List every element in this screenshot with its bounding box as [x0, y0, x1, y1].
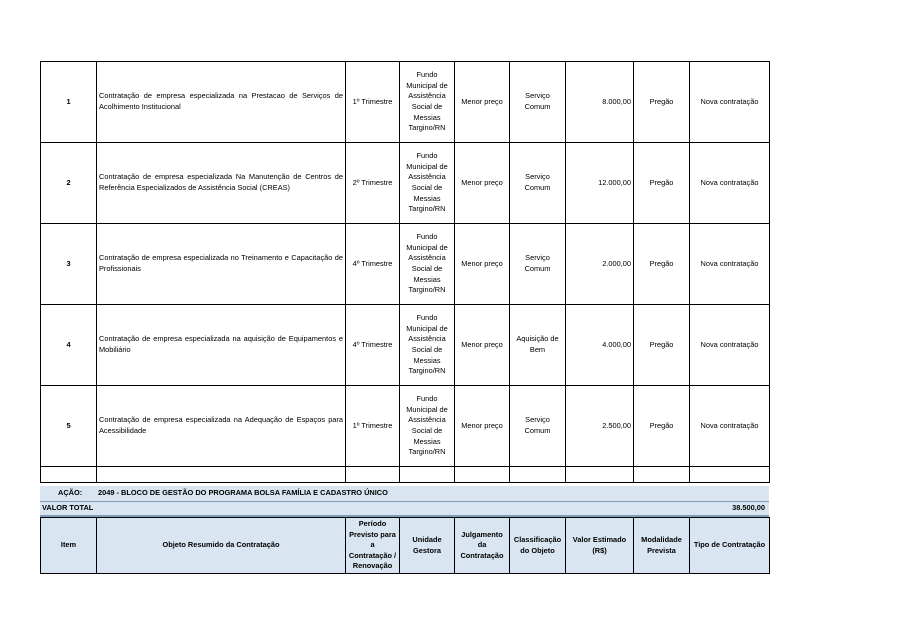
cell-modalidade: Pregão	[634, 224, 690, 305]
cell-tipo: Nova contratação	[690, 224, 770, 305]
cell-tipo: Nova contratação	[690, 386, 770, 467]
cell-valor: 4.000,00	[566, 305, 634, 386]
header-objeto: Objeto Resumido da Contratação	[97, 518, 346, 574]
cell-classificacao: Serviço Comum	[510, 386, 566, 467]
cell-valor: 2.500,00	[566, 386, 634, 467]
cell-tipo: Nova contratação	[690, 143, 770, 224]
valor-total-bar	[40, 502, 769, 517]
header-julgamento: Julgamento da Contratação	[455, 518, 510, 574]
cell-valor: 12.000,00	[566, 143, 634, 224]
cell-valor: 8.000,00	[566, 62, 634, 143]
cell-unidade: Fundo Municipal de Assistência Social de Messias Targino/RN	[400, 143, 455, 224]
header-unidade: Unidade Gestora	[400, 518, 455, 574]
cell-classificacao: Serviço Comum	[510, 62, 566, 143]
cell-objeto: Contratação de empresa especializada na Prestacao de Serviços de Acolhimento Institucional	[97, 62, 346, 143]
cell-classificacao: Aquisição de Bem	[510, 305, 566, 386]
cell-periodo: 4º Trimestre	[346, 305, 400, 386]
cell-unidade: Fundo Municipal de Assistência Social de Messias Targino/RN	[400, 386, 455, 467]
cell-tipo: Nova contratação	[690, 62, 770, 143]
header-periodo: Período Previsto para a Contratação / Renovação	[346, 518, 400, 574]
acao-label: AÇÃO:	[58, 488, 83, 497]
acao-bar	[40, 486, 769, 502]
blank-cell	[346, 467, 400, 483]
table-row	[41, 224, 770, 305]
procurement-table	[40, 61, 770, 483]
blank-cell	[97, 467, 346, 483]
header-valor: Valor Estimado (R$)	[566, 518, 634, 574]
table-row	[41, 143, 770, 224]
header-classificacao: Classificação do Objeto	[510, 518, 566, 574]
cell-unidade: Fundo Municipal de Assistência Social de Messias Targino/RN	[400, 62, 455, 143]
cell-modalidade: Pregão	[634, 62, 690, 143]
cell-item: 5	[41, 386, 97, 467]
blank-cell	[400, 467, 455, 483]
procurement-table-block	[40, 61, 769, 483]
blank-cell	[455, 467, 510, 483]
cell-objeto: Contratação de empresa especializada Na Manutenção de Centros de Referência Especializados de Assistência Social (CREAS)	[97, 143, 346, 224]
blank-row	[41, 467, 770, 483]
valor-total-label: VALOR TOTAL	[42, 503, 94, 512]
cell-julgamento: Menor preço	[455, 143, 510, 224]
header-table	[40, 517, 770, 574]
cell-classificacao: Serviço Comum	[510, 224, 566, 305]
cell-periodo: 1º Trimestre	[346, 386, 400, 467]
valor-total-value: 38.500,00	[732, 503, 765, 512]
acao-value: 2049 - BLOCO DE GESTÃO DO PROGRAMA BOLSA FAMÍLIA E CADASTRO ÚNICO	[98, 488, 388, 497]
cell-item: 1	[41, 62, 97, 143]
cell-modalidade: Pregão	[634, 305, 690, 386]
cell-classificacao: Serviço Comum	[510, 143, 566, 224]
cell-modalidade: Pregão	[634, 386, 690, 467]
blank-cell	[566, 467, 634, 483]
table-body	[41, 62, 770, 467]
cell-unidade: Fundo Municipal de Assistência Social de Messias Targino/RN	[400, 224, 455, 305]
table-row	[41, 386, 770, 467]
cell-modalidade: Pregão	[634, 143, 690, 224]
cell-julgamento: Menor preço	[455, 224, 510, 305]
cell-periodo: 2º Trimestre	[346, 143, 400, 224]
table-row	[41, 62, 770, 143]
cell-valor: 2.000,00	[566, 224, 634, 305]
cell-objeto: Contratação de empresa especializada na Adequação de Espaços para Acessibilidade	[97, 386, 346, 467]
blank-cell	[510, 467, 566, 483]
header-tipo: Tipo de Contratação	[690, 518, 770, 574]
cell-periodo: 1º Trimestre	[346, 62, 400, 143]
header-row	[41, 518, 770, 574]
blank-cell	[634, 467, 690, 483]
header-modalidade: Modalidade Prevista	[634, 518, 690, 574]
cell-objeto: Contratação de empresa especializada na aquisição de Equipamentos e Mobiliário	[97, 305, 346, 386]
table-row	[41, 305, 770, 386]
header-item: Item	[41, 518, 97, 574]
blank-cell	[41, 467, 97, 483]
cell-item: 4	[41, 305, 97, 386]
cell-tipo: Nova contratação	[690, 305, 770, 386]
cell-julgamento: Menor preço	[455, 62, 510, 143]
cell-unidade: Fundo Municipal de Assistência Social de Messias Targino/RN	[400, 305, 455, 386]
cell-julgamento: Menor preço	[455, 305, 510, 386]
cell-item: 2	[41, 143, 97, 224]
cell-julgamento: Menor preço	[455, 386, 510, 467]
cell-periodo: 4º Trimestre	[346, 224, 400, 305]
cell-objeto: Contratação de empresa especializada no Treinamento e Capacitação de Profissionais	[97, 224, 346, 305]
blank-cell	[690, 467, 770, 483]
cell-item: 3	[41, 224, 97, 305]
